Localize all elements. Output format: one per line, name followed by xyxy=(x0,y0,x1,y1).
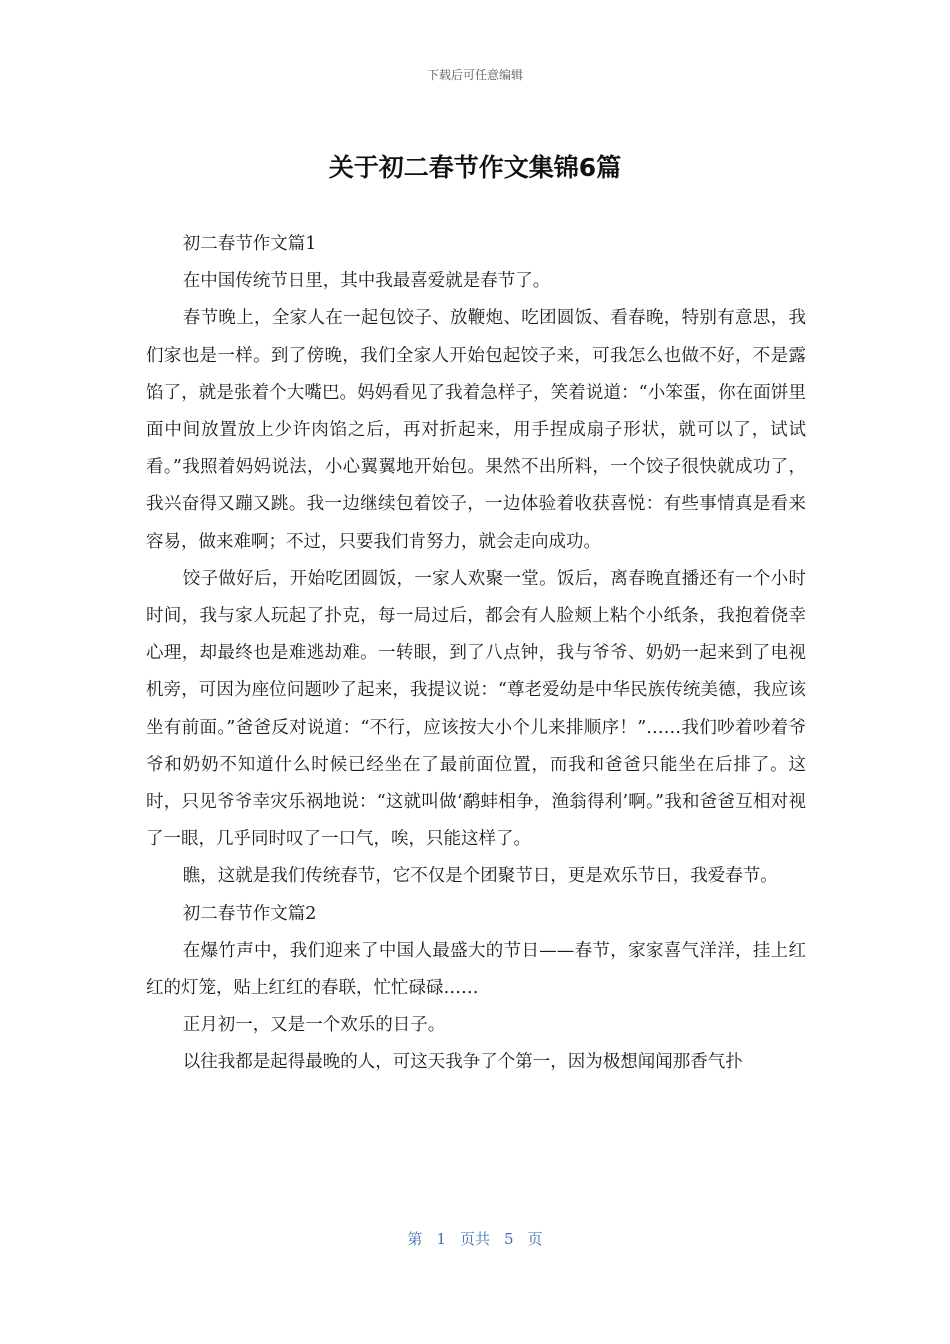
document-title: 关于初二春节作文集锦6篇 xyxy=(328,153,622,182)
footer-prefix: 第 xyxy=(407,1230,423,1248)
footer-total-pages: 5 xyxy=(504,1230,514,1248)
paragraph: 正月初一，又是一个欢乐的日子。 xyxy=(182,1015,446,1036)
footer-suffix: 页 xyxy=(527,1230,543,1248)
paragraph: 在爆竹声中，我们迎来了中国人最盛大的节日——春节，家家喜气洋洋，挂上红红的灯笼，贴上红红的春联，忙忙碌碌…… xyxy=(146,940,806,999)
footer-middle: 页共 xyxy=(459,1230,490,1248)
section-heading-2: 初二春节作文篇2 xyxy=(182,903,317,924)
paragraph: 在中国传统节日里，其中我最喜爱就是春节了。 xyxy=(182,271,551,292)
section-heading-1: 初二春节作文篇1 xyxy=(182,234,317,254)
header-note: 下载后可任意编辑 xyxy=(426,68,523,82)
paragraph: 春节晚上，全家人在一起包饺子、放鞭炮、吃团圆饭、看春晚，特别有意思，我们家也是一样。到了傍晚，我们全家人开始包起饺子来，可我怎么也做不好，不是露馅了，就是张着个大嘴巴。妈妈看见了我着急样子，笑着说道：“小笨蛋，你在面饼里面中间放置放上少许肉馅之后，再对折起来，用手捏成扇子形状，就可以了，试试看。”我照着妈妈说法，小心翼翼地开始包。果然不出所料，一个饺子很快就成功了，我兴奋得又蹦又跳。我一边继续包着饺子，一边体验着收获喜悦：有些事情真是看来容易，做来难啊；不过，只要我们肯努力，就会走向成功。 xyxy=(146,308,806,552)
paragraph: 以往我都是起得最晚的人，可这天我争了个第一，因为极想闻闻那香气扑 xyxy=(182,1052,743,1073)
document-body xyxy=(146,226,806,1082)
paragraph: 瞧，这就是我们传统春节，它不仅是个团聚节日，更是欢乐节日，我爱春节。 xyxy=(182,866,778,887)
page-footer xyxy=(0,1228,950,1249)
paragraph: 饺子做好后，开始吃团圆饭，一家人欢聚一堂。饭后，离春晚直播还有一个小时时间，我与家人玩起了扑克，每一局过后，都会有人脸颊上粘个小纸条，我抱着侥幸心理，却最终也是难逃劫难。一转眼，到了八点钟，我与爷爷、奶奶一起来到了电视机旁，可因为座位问题吵了起来，我提议说：“尊老爱幼是中华民族传统美德，我应该坐有前面。”爸爸反对说道：“不行，应该按大小个儿来排顺序！”……我们吵着吵着爷爷和奶奶不知道什么时候已经坐在了最前面位置，而我和爸爸只能坐在后排了。这时，只见爷爷幸灾乐祸地说：“这就叫做‘鹬蚌相争，渔翁得利’啊。”我和爸爸互相对视了一眼，几乎同时叹了一口气，唉，只能这样了。 xyxy=(146,568,806,850)
footer-page-number: 1 xyxy=(436,1230,446,1248)
